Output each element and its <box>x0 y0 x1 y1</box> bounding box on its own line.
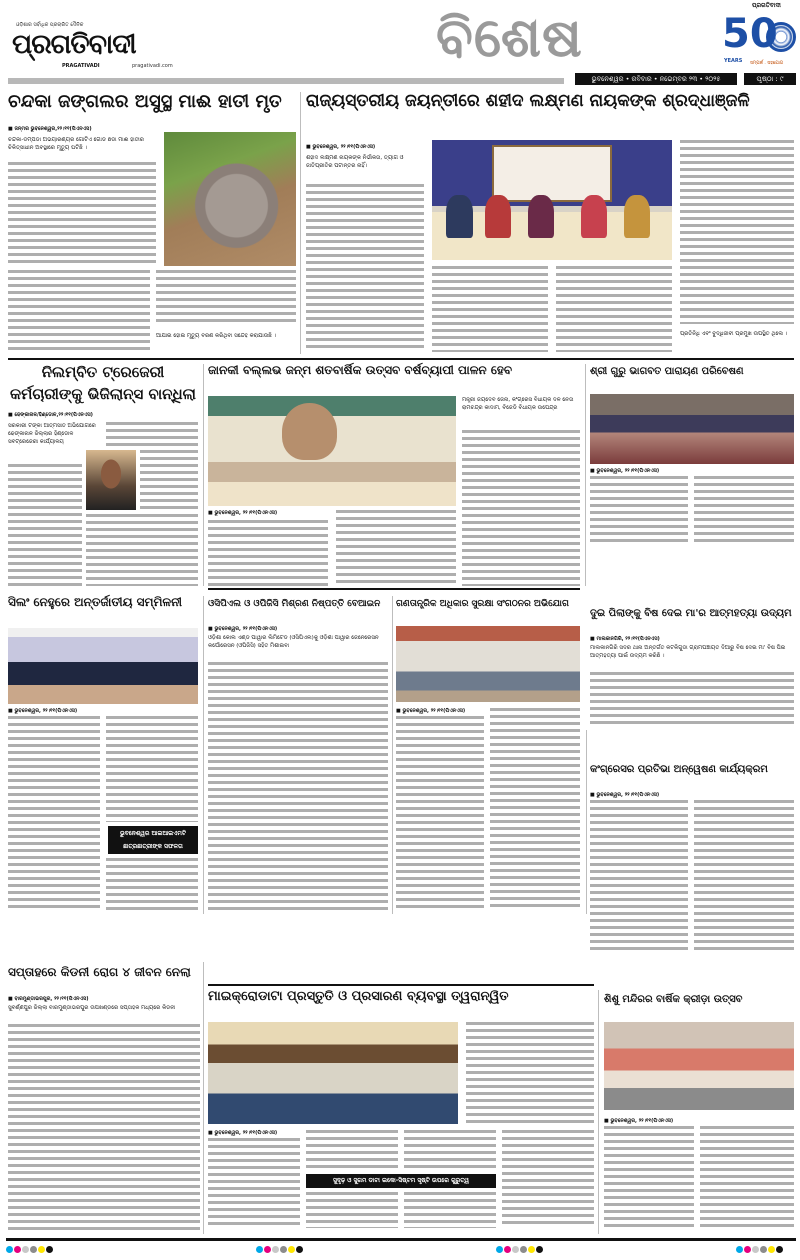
headline: ନିଲମ୍ବିତ ଟ୍ରେଜେରୀ <box>41 363 165 381</box>
color-registration-mark <box>256 1246 303 1253</box>
section-divider <box>208 984 594 986</box>
registration-dot <box>744 1246 751 1253</box>
anniversary-brand: ପ୍ରଗତିବାଦୀ <box>752 2 781 9</box>
stage-banner <box>492 145 612 203</box>
article-excerpt: ଆଯାଇ ହୋଇ ମୃତ୍ୟୁ ବରଣ କରିଥିବା ସନ୍ଦେହ କରାଯାଉଛି । <box>156 333 277 339</box>
registration-dot <box>752 1246 759 1253</box>
article-treasury <box>8 364 198 586</box>
dateline: ■ ବାରମୁଣ୍ଡାଭରପୁର, ୨୨।୧୧(ପିଏନଏସ) <box>8 996 89 1002</box>
body-text <box>8 162 156 266</box>
headline: ଶ୍ରୀ ଗୁରୁ ଭାଗବତ ପାରାୟଣ ପରିବେଷଣ <box>590 366 744 377</box>
press-meet-photo <box>208 396 456 506</box>
registration-dot <box>736 1246 743 1253</box>
article-lead: ସରକାରୀ ଟଙ୍କା ଆତ୍ମସାତ ଅଭିଯୋଗରେ ଢେଙ୍କାନାଳ ଜିଲ୍ଲାର ହିଣ୍ଡୋଳ ସବଟ୍ରେଜେରୀ କାର୍ଯ୍ୟାଳୟ <box>8 423 96 445</box>
event-photo <box>432 140 672 260</box>
body-text <box>404 1130 496 1170</box>
dateline: ■ ଭୁବନେଶ୍ୱର, ୨୨।୧୧(ପିଏନଏସ) <box>208 1130 277 1136</box>
column-divider <box>203 962 204 1234</box>
registration-dot <box>528 1246 535 1253</box>
dateline: ■ ଭୁବନେଶ୍ୱର, ୨୨।୧୧(ପିଏନଏସ) <box>604 1118 673 1124</box>
article-laxman-nayak <box>306 92 794 354</box>
anniversary-slogan: ସମ୍ପର୍କ . ସହଯୋଗ <box>750 61 784 66</box>
page-number: ପୃଷ୍ଠା : ୯ <box>744 73 796 85</box>
body-text <box>590 476 688 546</box>
article-bhagabat <box>590 364 794 554</box>
body-text <box>556 266 672 352</box>
dateline: ■ ଜନ୍ମର ଭୁବନେଶ୍ୱର,୨୨।୧୧(ପିଏନଏସ) <box>8 126 92 132</box>
article-congress-talent <box>590 760 794 960</box>
article-lead: ମନ୍ତ୍ରୀ ଜୟଦେବ ଜେନା, କଂଗ୍ରେସ ବିଧାୟକ ଦଳ ନେତା ରାମଚନ୍ଦ୍ର କାଦାମ, ବିଜେଡି ବିଧାୟକ ଉପେନ୍ଦ୍ର <box>462 397 574 411</box>
headline: ଶିଶୁ ମନ୍ଦିରର ବାର୍ଷିକ କ୍ରୀଡ଼ା ଉତ୍ସବ <box>604 994 743 1005</box>
headline: ଜାନକୀ ବଲ୍ଲଭ ଜନ୍ମ ଶତବାର୍ଷିକ ଉତ୍ସବ ବର୍ଷବ୍ୟାପୀ ପାଳନ ହେବ <box>208 363 513 377</box>
body-text <box>404 1192 496 1228</box>
registration-dot <box>536 1246 543 1253</box>
body-text <box>590 672 794 728</box>
dateline: ■ ଭୁବନେଶ୍ୱର, ୨୨।୧୧(ପିଏନଏସ) <box>208 510 277 516</box>
headline: ଦୁଇ ପିଲାଙ୍କୁ ବିଷ ଦେଇ ମା'ର ଆତ୍ମହତ୍ୟା ଉଦ୍ୟମ <box>590 608 792 619</box>
registration-dot <box>264 1246 271 1253</box>
registration-dot <box>30 1246 37 1253</box>
registration-dot <box>776 1246 783 1253</box>
logo-latin: PRAGATIVADI <box>62 63 100 69</box>
newspaper-logo: ପ୍ରଗତିବାଦୀ <box>12 29 136 60</box>
headline: କର୍ମଚାରୀଙ୍କୁ ଭିଜିଲାନ୍ସ ବାନ୍ଧିଲା <box>10 385 196 403</box>
logo-url: pragativadi.com <box>132 63 173 69</box>
registration-dot <box>768 1246 775 1253</box>
logo-tagline: ଓଡ଼ିଶାର ସର୍ବାଧିକ ପ୍ରଚାରିତ ଦୈନିକ <box>16 22 84 28</box>
registration-dot <box>496 1246 503 1253</box>
sports-photo <box>604 1022 794 1110</box>
body-text <box>8 1024 200 1232</box>
dateline: ■ ଢେଙ୍କାନାଳ/ହିଣ୍ଡୋଳ,୨୨।୧୧(ପିଏନଏସ) <box>8 412 93 418</box>
section-title: ବିଶେଷ <box>436 6 583 69</box>
article-silang-nehu <box>8 596 204 914</box>
body-text <box>336 510 456 586</box>
body-text <box>156 270 296 326</box>
column-divider <box>585 364 586 586</box>
article-kidney <box>8 962 204 1234</box>
section-divider <box>208 588 580 590</box>
headline: ଗଣତାନ୍ତ୍ରିକ ଅଧିକାର ସୁରକ୍ଷା ସଂଗଠନର ଅଭିଯୋଗ <box>396 599 569 609</box>
body-text <box>490 708 580 910</box>
article-lead: ଶହୀଦ ଲକ୍ଷ୍ମଣ ନାୟକଙ୍କ ନିର୍ଭୀକତା, ତ୍ୟାଗ ଓ ଜାତିପ୍ରୀତିର ପଟାନ୍ତର ନାହିଁ। <box>306 155 404 169</box>
body-text <box>680 140 794 324</box>
body-text <box>140 450 198 510</box>
color-registration-mark <box>496 1246 543 1253</box>
registration-dot <box>14 1246 21 1253</box>
article-excerpt: ପ୍ରତିନିଧି ଏବଂ ବୁଦ୍ଧିଜୀବୀ ପ୍ରମୁଖ ଉପସ୍ଥିତ ଥିଲେ । <box>680 331 788 337</box>
article-lead: ଚନ୍ଦକା-ଡମ୍ପଡା ଅଭୟାରଣ୍ୟର ଗୋଟିଏ ଗୋଡ ଛଡା ମାଈ ହାତୀର ଚିକିତ୍ସାଧୀନ ଅବସ୍ଥାରେ ମୃତ୍ୟୁ ଘଟିଛି । <box>8 137 144 151</box>
body-text <box>306 184 424 352</box>
elephant-photo <box>164 132 296 266</box>
masthead <box>0 0 800 86</box>
body-text <box>106 716 198 822</box>
body-text <box>208 662 388 910</box>
body-text <box>8 270 150 350</box>
body-text <box>700 1126 794 1228</box>
registration-dot <box>288 1246 295 1253</box>
body-text <box>306 1130 398 1170</box>
anniversary-label: YEARS <box>724 58 743 64</box>
anniversary-number: 50 <box>722 11 778 57</box>
dateline: ■ ଭୁବନେଶ୍ୱର, ୨୨।୧୧(ପିଏନଏସ) <box>396 708 465 714</box>
body-text <box>396 716 484 910</box>
subhead-line: ଛାତ୍ରଛାତ୍ରୀଙ୍କ ସଫଳତା <box>123 843 183 850</box>
column-divider <box>203 596 204 914</box>
headline: ଚନ୍ଦକା ଜଙ୍ଗଲର ଅସୁସ୍ଥ ମାଈ ହାତୀ ମୃତ <box>8 91 282 112</box>
meeting-photo <box>208 1022 458 1124</box>
article-sishu-mandir <box>604 990 794 1234</box>
body-text <box>86 514 198 586</box>
subhead-box <box>108 826 198 854</box>
dateline: ■ ଭୁବନେଶ୍ୱର, ୨୨।୧୧(ପିଏନଏସ) <box>590 792 659 798</box>
body-text <box>694 476 794 546</box>
registration-dot <box>512 1246 519 1253</box>
body-text <box>8 716 100 910</box>
dateline: ■ ଭୁବନେଶ୍ୱର, ୨୨।୧୧(ପିଏନଏସ) <box>306 144 375 150</box>
article-lead: ମାଲକାନଗିରି ସଦର ଥାନା ଅନ୍ତର୍ଗତ କଟକିଗୁଡା ଗ୍ରାମପଞ୍ଚାୟତ ଦିଆରୁ ବିଷ ଦେଇ ମା' ବିଷ ପିଇ ଆତ୍ମହତ୍ୟା ପାଇଁ ଉଦ୍ୟମ କରିଛି । <box>590 645 786 659</box>
headline: ସିଲଂ ନେହୁରେ ଅନ୍ତର୍ଜାତୀୟ ସମ୍ମିଳନୀ <box>8 595 182 609</box>
masthead-rule <box>8 78 564 84</box>
article-lead: ସୁବର୍ଣ୍ଣପୁର ଜିଲ୍ଲା ବାରମୁଣ୍ଡାଭରପୁର ଉପଖଣ୍ଡରେ ସପ୍ତାହକ ମଧ୍ୟରେ କିଡନୀ <box>8 1005 176 1011</box>
registration-dot <box>38 1246 45 1253</box>
body-text <box>694 800 794 950</box>
registration-dot <box>520 1246 527 1253</box>
body-text <box>462 430 580 586</box>
body-text <box>106 422 198 446</box>
registration-dot <box>296 1246 303 1253</box>
dateline: ■ ମାଲକାନଗିରି, ୨୨।୧୧(ପିଏନଏସ) <box>590 636 660 642</box>
dateline: ■ ଭୁବନେଶ୍ୱର, ୨୨।୧୧(ପିଏନଏସ) <box>208 626 277 632</box>
page-bottom-rule <box>6 1238 796 1241</box>
headline: ସପ୍ତାହରେ କିଡନୀ ରୋଗ ୪ ଜୀବନ ନେଲା <box>8 965 191 979</box>
article-elephant <box>8 92 296 354</box>
registration-dot <box>256 1246 263 1253</box>
body-text <box>502 1130 594 1228</box>
article-microdata <box>208 990 594 1234</box>
column-divider <box>586 730 587 914</box>
body-text <box>8 464 82 586</box>
article-lead: ଓଡ଼ିଶା କୋଲ ଏଣ୍ଡ ପାୱାର ଲିମିଟେଡ (ଓସିପିଏଲ)କୁ ଓଡ଼ିଶା ପାୱାର ଜେନେରେସନ କର୍ପୋରେସନ (ଓପିଜିସି) ସହିତ ମିଶାଇବା <box>208 635 379 649</box>
headline: କଂଗ୍ରେସର ପ୍ରତିଭା ଅନ୍ୱେଷଣ କାର୍ଯ୍ୟକ୍ରମ <box>590 764 768 775</box>
subhead-line: ଭୁବନେଶ୍ୱର ଆଇଆଇଏମଟି <box>119 830 187 837</box>
registration-dot <box>272 1246 279 1253</box>
body-text <box>590 800 688 950</box>
color-registration-mark <box>6 1246 53 1253</box>
article-democratic-rights <box>396 596 584 914</box>
headline: ମାଇକ୍ରୋଡାଟା ପ୍ରସ୍ତୁତି ଓ ପ୍ରସାରଣ ବ୍ୟବସ୍ଥା ତ୍ୱରାନ୍ୱିତ <box>208 989 509 1004</box>
column-divider <box>300 92 301 354</box>
accused-photo <box>86 450 136 510</box>
article-mother-suicide <box>590 556 794 756</box>
body-text <box>208 1138 300 1228</box>
headline: ଓସିପିଏଲ ଓ ଓପିଜିସି ମିଶ୍ରଣ ନିଷ୍ପତ୍ତି ବେଆଇନ <box>208 599 381 609</box>
dateline: ■ ଭୁବନେଶ୍ୱର, ୨୨।୧୧(ପିଏନଏସ) <box>590 468 659 474</box>
conference-photo <box>8 628 198 704</box>
column-divider <box>203 364 204 586</box>
body-text <box>208 520 328 586</box>
registration-dot <box>46 1246 53 1253</box>
column-divider <box>598 990 599 1234</box>
color-registration-mark <box>736 1246 783 1253</box>
article-ocl-opgc <box>208 596 388 914</box>
registration-dot <box>22 1246 29 1253</box>
registration-dot <box>504 1246 511 1253</box>
section-divider <box>8 358 794 360</box>
body-text <box>432 266 548 352</box>
dateline: ■ ଭୁବନେଶ୍ୱର, ୨୨।୧୧(ପିଏନଏସ) <box>8 708 77 714</box>
body-text <box>604 1126 694 1228</box>
body-text <box>306 1192 398 1228</box>
column-divider <box>392 596 393 914</box>
book-release-photo <box>396 626 580 702</box>
date-line: ଭୁବନେଶ୍ୱର • ରବିବାର • ନଭେମ୍ବର ୨୩ • ୨୦୨୫ <box>575 73 737 85</box>
registration-dot <box>6 1246 13 1253</box>
article-janaki-ballabh <box>208 364 580 586</box>
headline: ରାଜ୍ୟସ୍ତରୀୟ ଜୟନ୍ତୀରେ ଶହୀଦ ଲକ୍ଷ୍ମଣ ନାୟକଙ୍କ ଶ୍ରଦ୍ଧାଞ୍ଜଳି <box>306 91 750 111</box>
registration-dot <box>280 1246 287 1253</box>
subhead-box: ସୁଦୃଢ଼ ଓ ସୁଗମ ଡାଟା ଇକୋ-ସିଷ୍ଟମ ସୃଷ୍ଟି ଉପରେ ଗୁରୁତ୍ୱ <box>306 1174 496 1188</box>
bhagabat-photo <box>590 394 794 464</box>
registration-dot <box>760 1246 767 1253</box>
body-text <box>106 858 198 910</box>
anniversary-logo <box>722 2 798 70</box>
body-text <box>466 1022 594 1124</box>
